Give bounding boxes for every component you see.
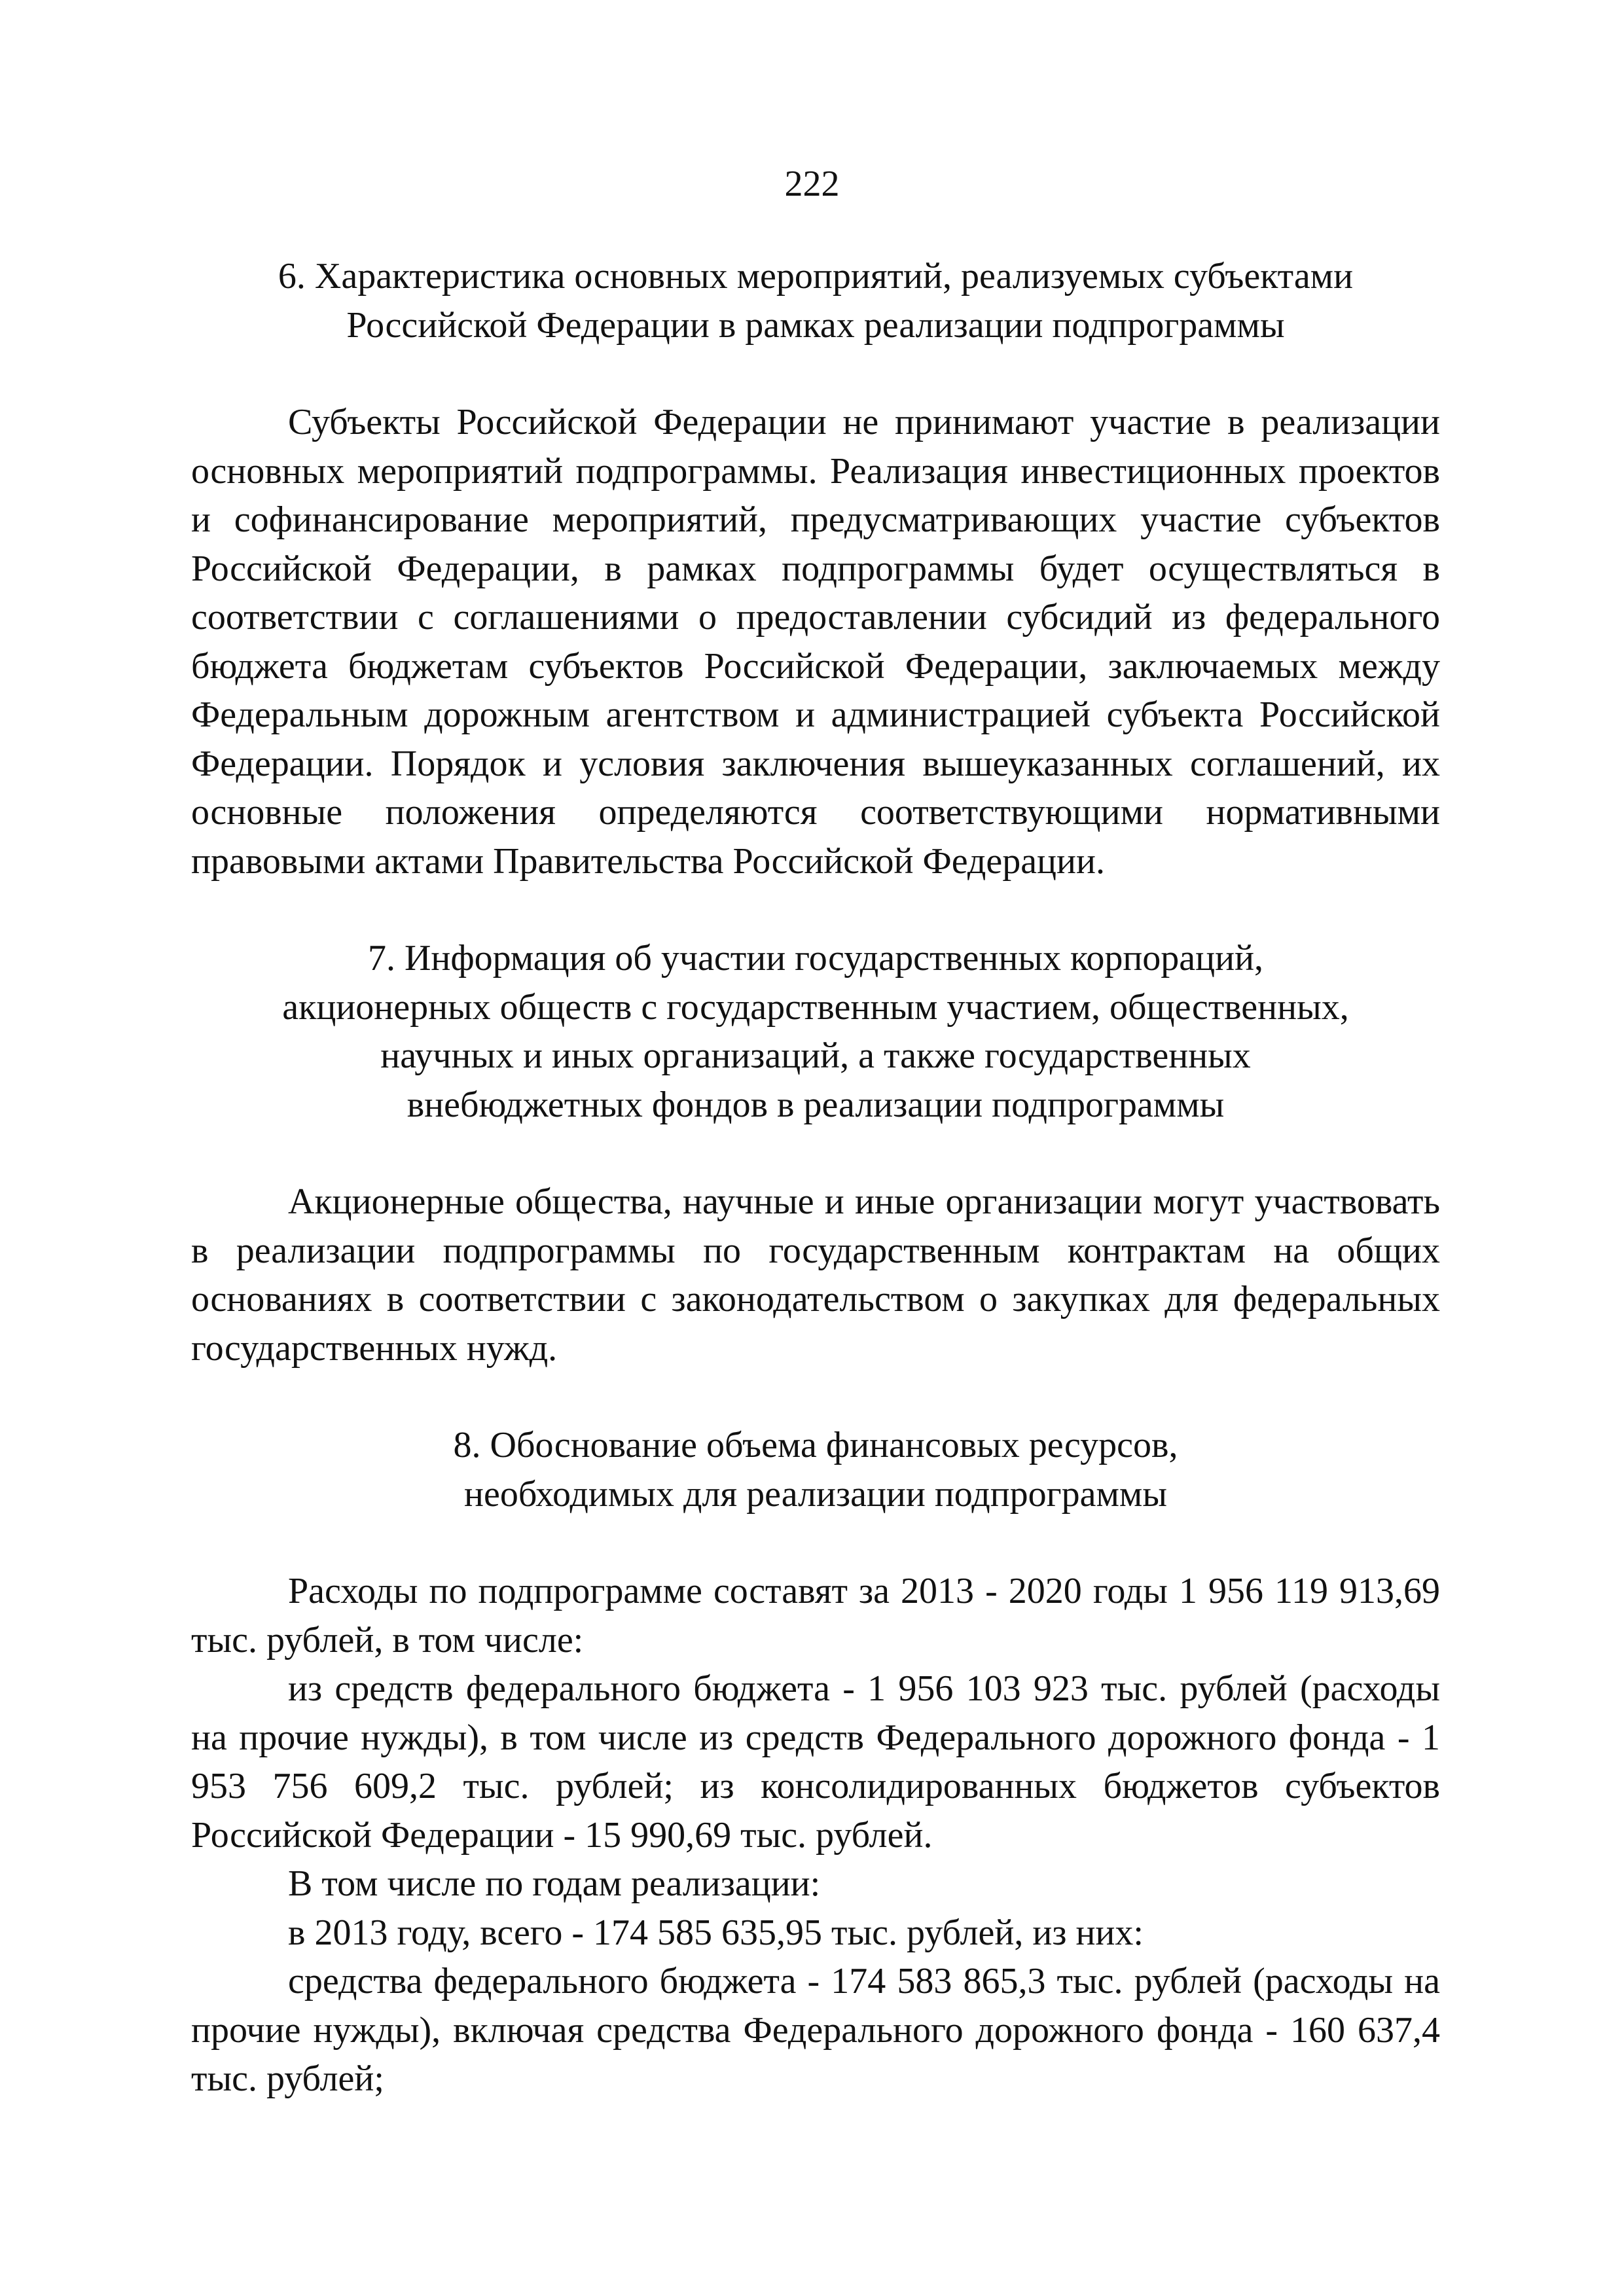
section-6-heading [191, 252, 1440, 350]
section-8-heading-line-2: необходимых для реализации подпрограммы [464, 1473, 1167, 1515]
section-6 [191, 252, 1440, 886]
section-8-paragraph-3: В том числе по годам реализации: [288, 1863, 821, 1904]
section-8-paragraph-4: в 2013 году, всего - 174 585 635,95 тыс. рублей, из них: [288, 1912, 1144, 1953]
section-6-heading-line-1: 6. Характеристика основных мероприятий, реализуемых субъектами [278, 256, 1354, 296]
section-6-heading-line-2: Российской Федерации в рамках реализации подпрограммы [346, 304, 1285, 346]
section-7-heading-line-4: внебюджетных фондов в реализации подпрограммы [406, 1084, 1225, 1125]
section-7 [191, 934, 1440, 1372]
section-8-heading-line-1: 8. Обоснование объема финансовых ресурсов, [453, 1425, 1178, 1465]
section-8-paragraph-5: средства федерального бюджета - 174 583 865,3 тыс. рублей (расходы на прочие нужды), включая средства Федерального дорожного фонда - 160 637,4 тыс. рублей; [191, 1961, 1440, 2099]
section-6-paragraph: Субъекты Российской Федерации не принимают участие в реализации основных мероприятий подпрограммы. Реализация инвестиционных проектов и софинансирование мероприятий, предусматривающих участие субъектов Российской Федерации, в рамках подпрограммы будет осуществляться в соответствии с соглашениями о предоставлении субсидий из федерального бюджета бюджетам субъектов Российской Федерации, заключаемых между Федеральным дорожным агентством и администрацией субъекта Российской Федерации. Порядок и условия заключения вышеуказанных соглашений, их основные положения определяются соответствующими нормативными правовыми актами Правительства Российской Федерации. [191, 402, 1440, 882]
section-8 [191, 1421, 1440, 2104]
section-8-heading [191, 1421, 1440, 1518]
section-7-heading-line-3: научных и иных организаций, а также государственных [380, 1035, 1251, 1076]
section-7-heading-line-2: акционерных обществ с государственным участием, общественных, [282, 986, 1349, 1028]
section-8-paragraph-2: из средств федерального бюджета - 1 956 103 923 тыс. рублей (расходы на прочие нужды), в том числе из средств Федерального дорожного фонда - 1 953 756 609,2 тыс. рублей; из консолидированных бюджетов субъектов Российской Федерации - 15 990,69 тыс. рублей. [191, 1668, 1440, 1856]
section-7-heading [191, 934, 1440, 1129]
page-number: 222 [784, 164, 840, 204]
document-body [191, 252, 1440, 2104]
section-8-paragraph-1: Расходы по подпрограмме составят за 2013 - 2020 годы 1 956 119 913,69 тыс. рублей, в том числе: [191, 1571, 1440, 1660]
section-7-heading-line-1: 7. Информация об участии государственных корпораций, [367, 938, 1264, 978]
section-7-paragraph: Акционерные общества, научные и иные организации могут участвовать в реализации подпрограммы по государственным контрактам на общих основаниях в соответствии с законодательством о закупках для федеральных государственных нужд. [191, 1181, 1440, 1369]
